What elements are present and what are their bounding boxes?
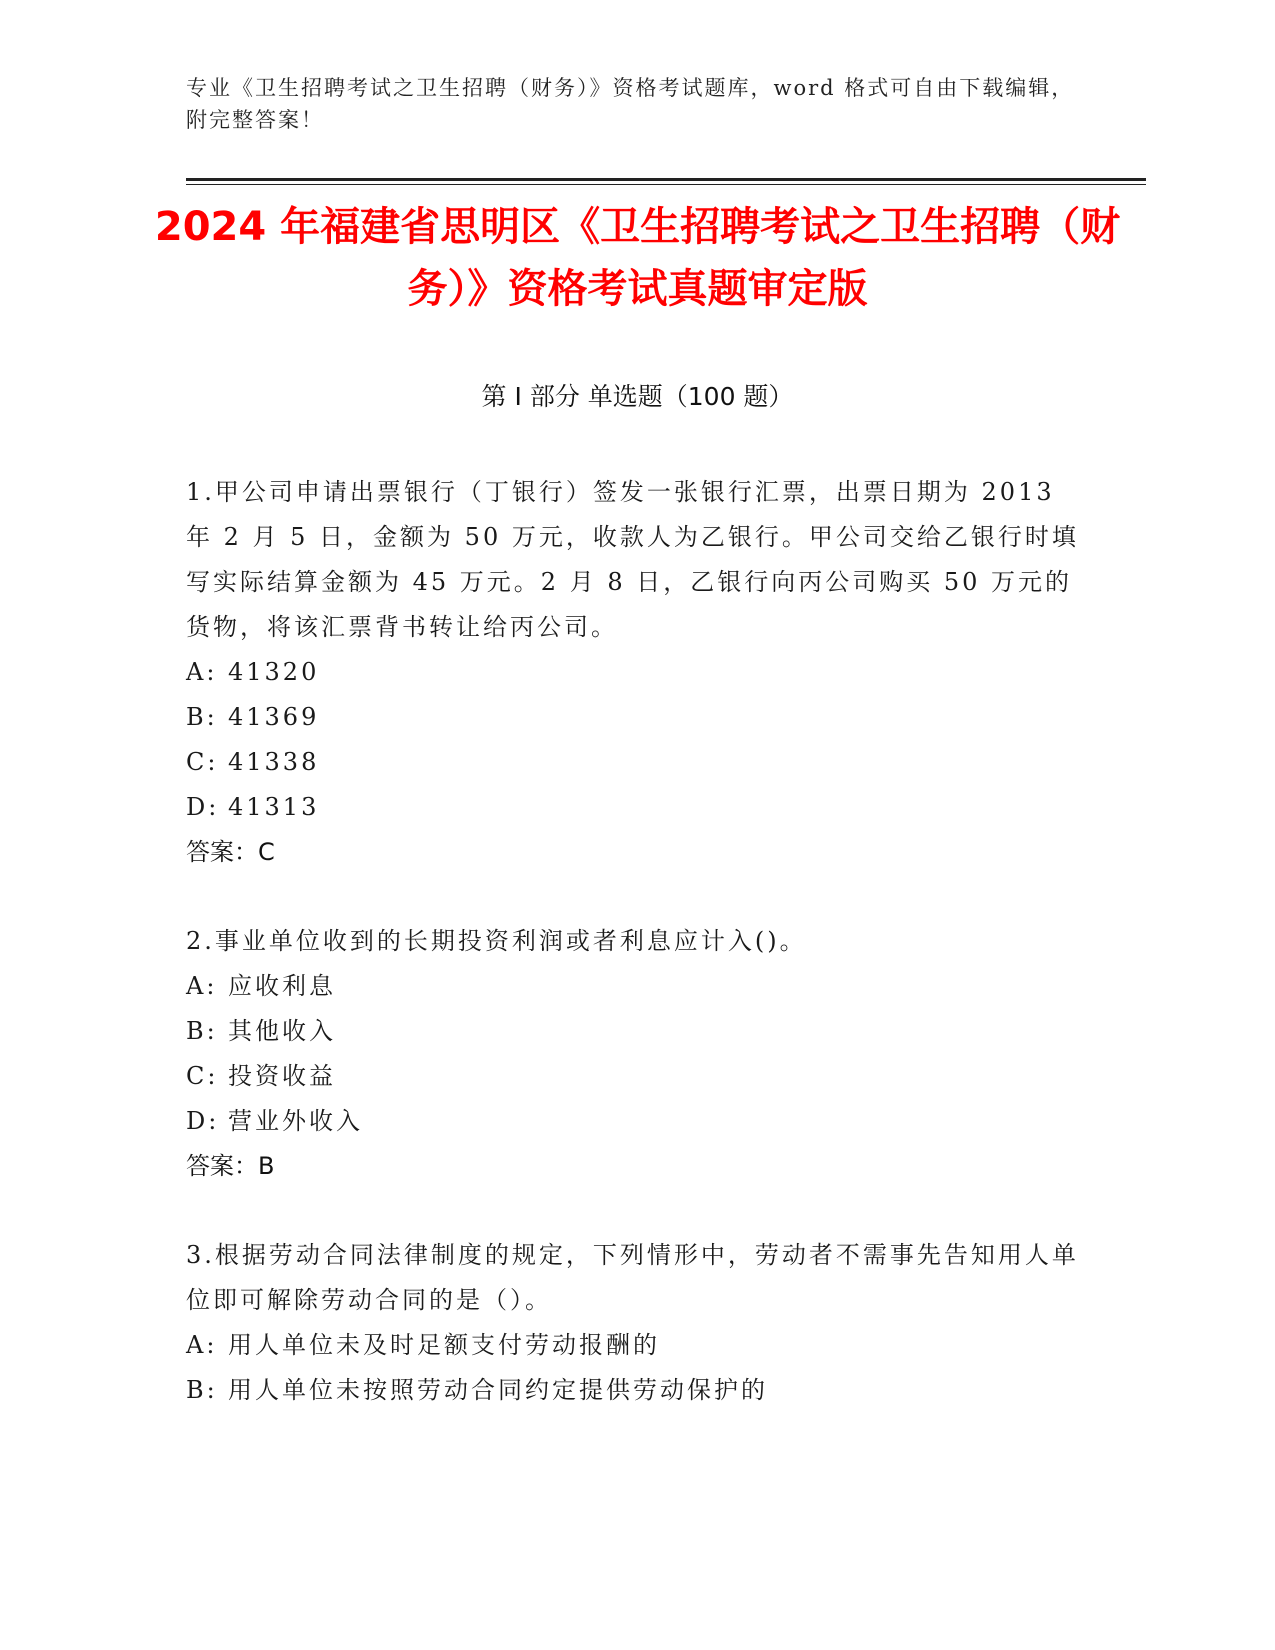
option-letter: B: — [186, 703, 218, 731]
option-text: 41338 — [228, 748, 320, 776]
option-text: 41369 — [228, 703, 320, 731]
question-stem: 1.甲公司申请出票银行（丁银行）签发一张银行汇票，出票日期为 2013 年 2 月 5 日，金额为 50 万元，收款人为乙银行。甲公司交给乙银行时填写实际结算金额为 45 万元。2 月 8 日，乙银行向丙公司购买 50 万元的货物，将该汇票背书转让给丙公司。 — [186, 478, 1079, 641]
option-letter: D: — [186, 1107, 220, 1135]
option-letter: B: — [186, 1017, 218, 1045]
option-text: 其他收入 — [228, 1017, 336, 1045]
option-text: 用人单位未及时足额支付劳动报酬的 — [228, 1331, 660, 1359]
question-2 — [186, 919, 1086, 1189]
option-c — [186, 1054, 1086, 1099]
question-list — [186, 470, 1086, 1457]
option-letter: B: — [186, 1376, 218, 1404]
option-c — [186, 740, 1086, 785]
question-stem: 3.根据劳动合同法律制度的规定，下列情形中，劳动者不需事先告知用人单位即可解除劳动合同的是（）。 — [186, 1241, 1079, 1314]
option-letter: A: — [186, 1331, 218, 1359]
question-stem: 2.事业单位收到的长期投资利润或者利息应计入()。 — [186, 927, 807, 955]
question-1 — [186, 470, 1086, 875]
header-divider-thin — [186, 184, 1146, 185]
option-letter: A: — [186, 658, 218, 686]
option-letter: C: — [186, 748, 219, 776]
option-b — [186, 695, 1086, 740]
option-d — [186, 1099, 1086, 1144]
option-a — [186, 964, 1086, 1009]
answer: 答案：C — [186, 838, 275, 866]
option-letter: A: — [186, 972, 218, 1000]
option-a — [186, 1323, 1086, 1368]
option-text: 用人单位未按照劳动合同约定提供劳动保护的 — [228, 1376, 768, 1404]
option-text: 41313 — [228, 793, 320, 821]
header-divider — [186, 178, 1146, 181]
option-b — [186, 1368, 1086, 1413]
option-letter: C: — [186, 1062, 219, 1090]
question-3 — [186, 1233, 1086, 1413]
answer: 答案：B — [186, 1152, 275, 1180]
option-d — [186, 785, 1086, 830]
option-text: 投资收益 — [228, 1062, 336, 1090]
option-text: 应收利息 — [228, 972, 336, 1000]
option-text: 营业外收入 — [228, 1107, 363, 1135]
header-note: 专业《卫生招聘考试之卫生招聘（财务）》资格考试题库，word 格式可自由下载编辑，附完整答案！ — [186, 76, 1075, 132]
section-title: 第 I 部分 单选题（100 题） — [481, 382, 794, 411]
option-letter: D: — [186, 793, 220, 821]
option-a — [186, 650, 1086, 695]
document-title: 2024 年福建省思明区《卫生招聘考试之卫生招聘（财务）》资格考试真题审定版 — [154, 204, 1121, 312]
option-text: 41320 — [228, 658, 320, 686]
option-b — [186, 1009, 1086, 1054]
